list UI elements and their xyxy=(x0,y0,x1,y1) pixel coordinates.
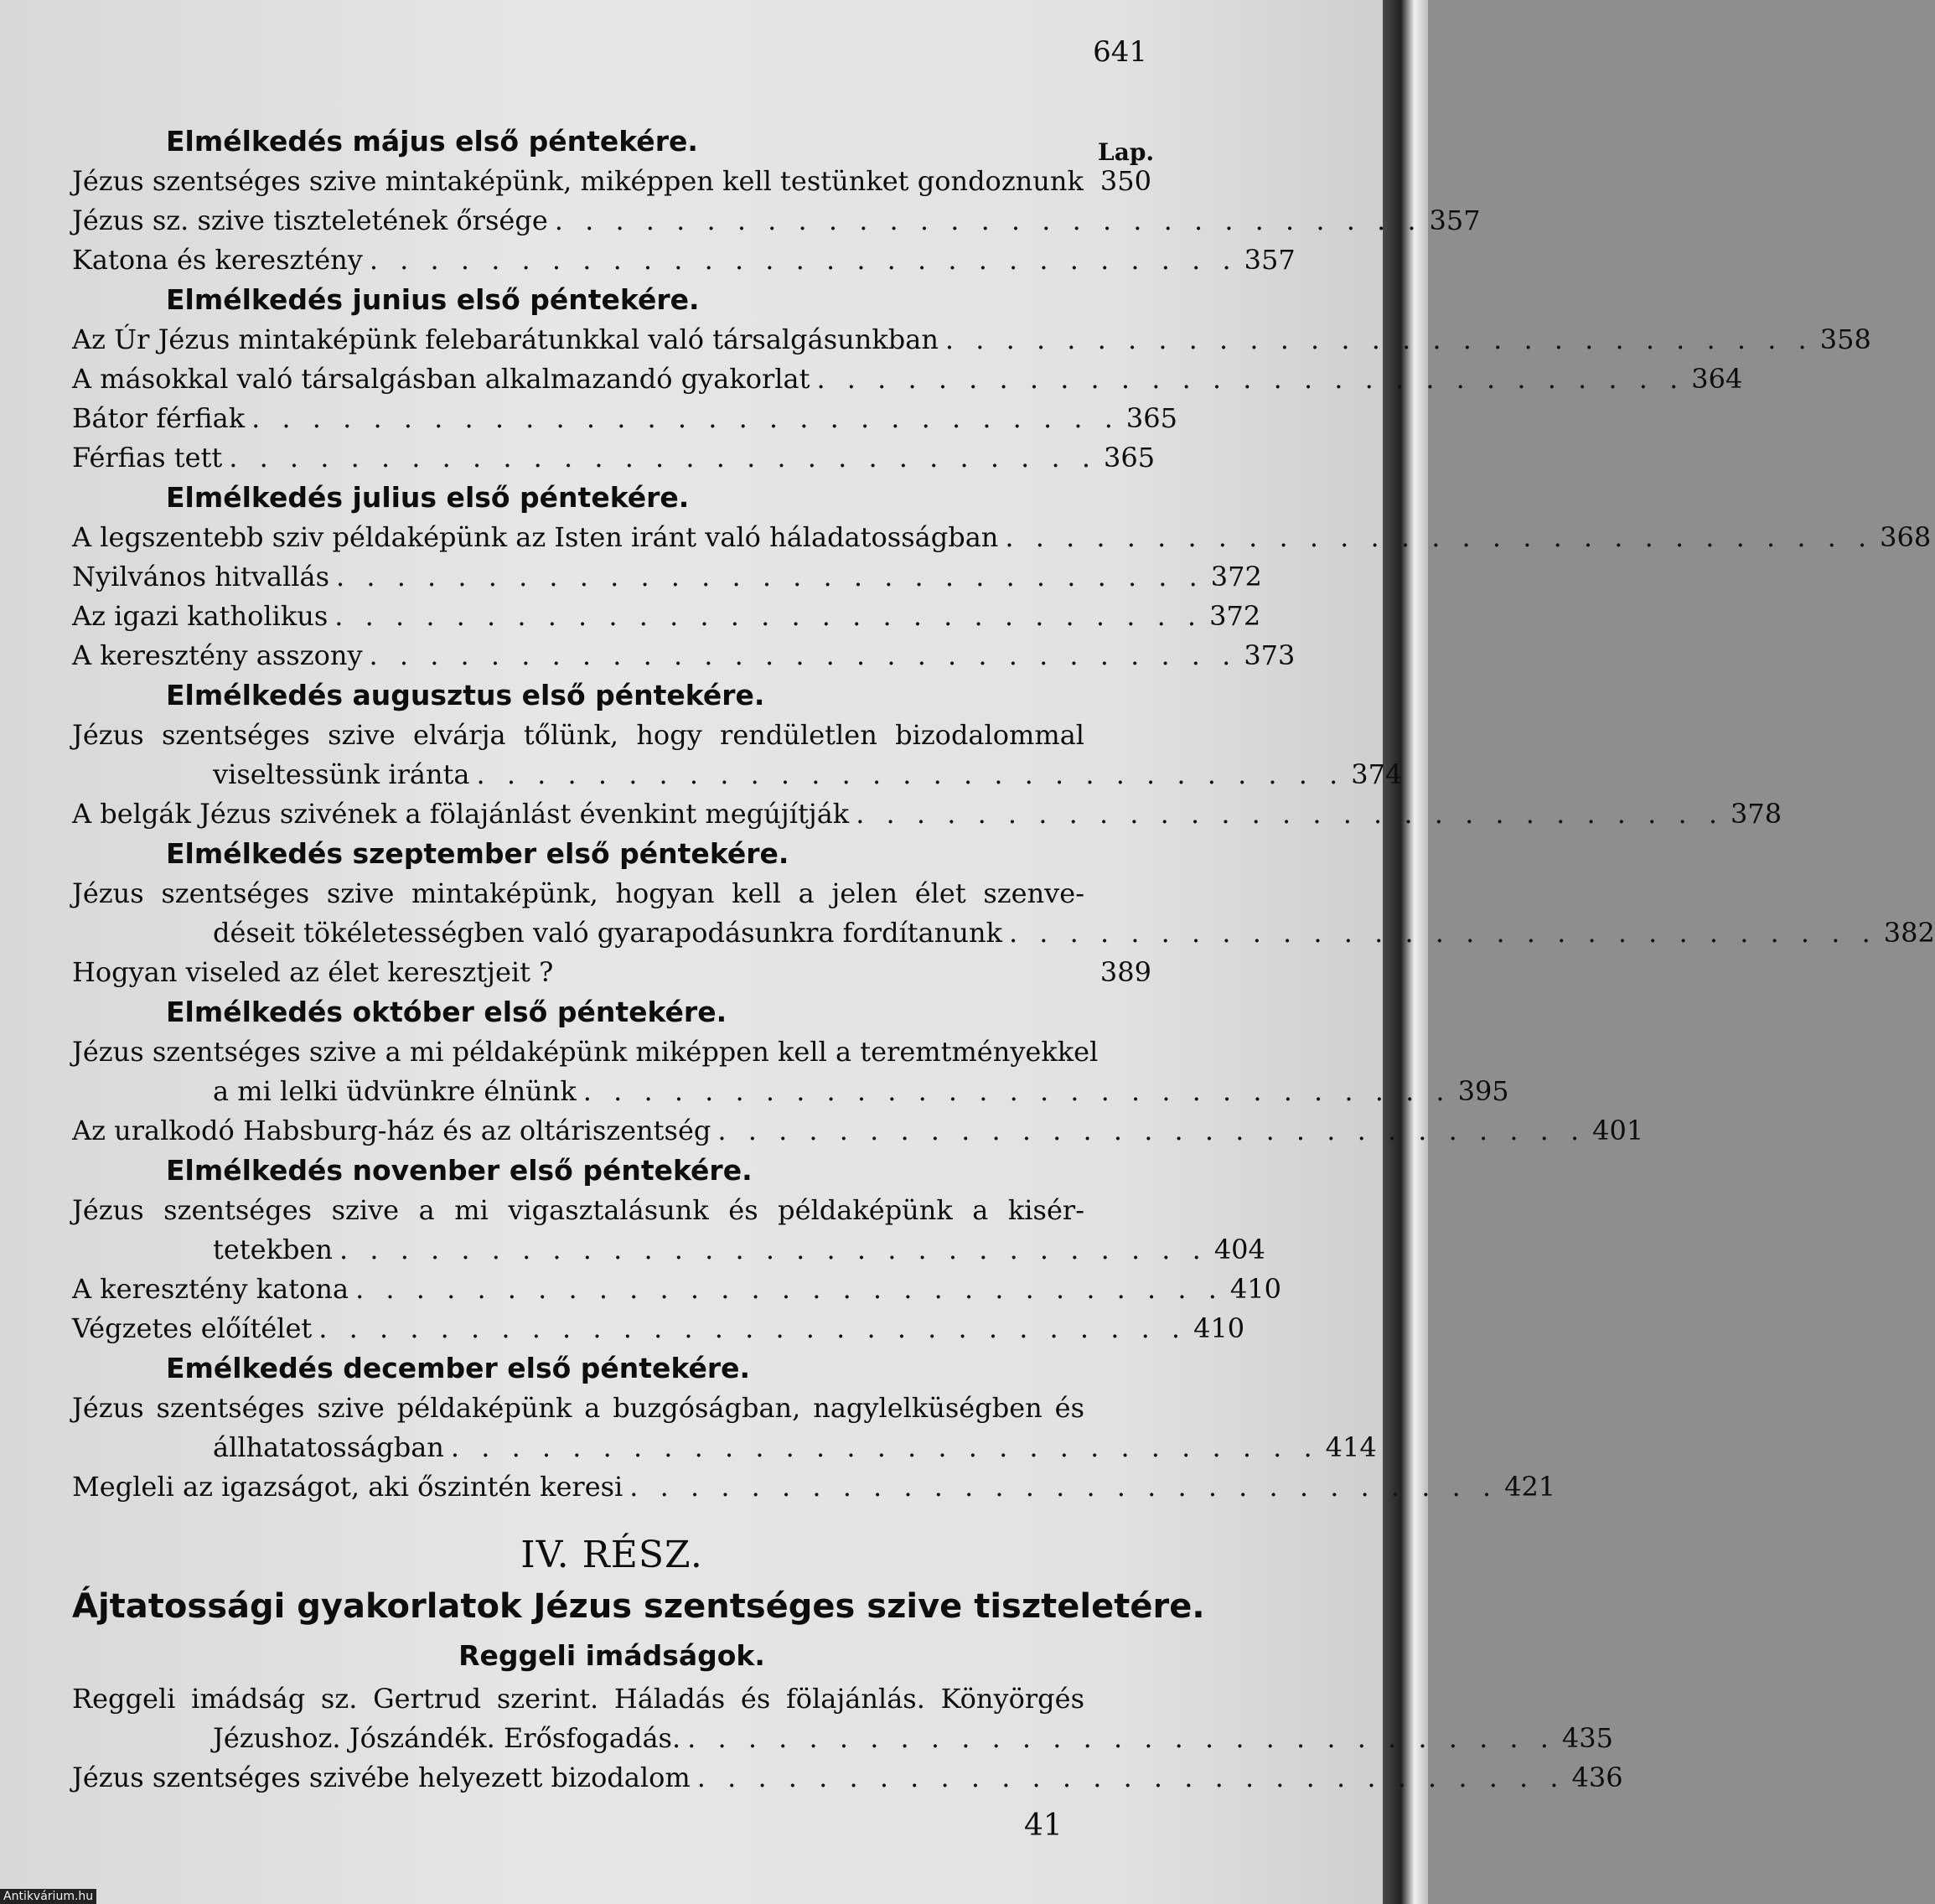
leader-dots: . . . . . . . . . . . . . . . . . . . . . . . . . . . . . xyxy=(251,402,1120,434)
section-heading: Elmélkedés szeptember első péntekére. xyxy=(166,837,789,870)
leader-dots: . . . . . . . . . . . . . . . . . . . . . . . . . . . . . xyxy=(717,1115,1586,1146)
toc-entry-title: tetekben xyxy=(213,1234,334,1265)
toc-entry-title: A keresztény katona xyxy=(72,1273,349,1305)
leader-dots: . . . . . . . . . . . . . . . . . . . . . . . . . . . . . xyxy=(369,244,1238,276)
toc-entry-title: viseltessünk iránta xyxy=(213,758,470,790)
toc-page-number: 421 xyxy=(1504,1471,1556,1503)
toc-page-number: 368 xyxy=(1880,521,1932,553)
leader-dots: . . . . . . . . . . . . . . . . . . . . . . . . . . . . . xyxy=(696,1762,1565,1793)
toc-entry xyxy=(72,1032,1151,1072)
leader-dots: . . . . . . . . . . . . . . . . . . . . . . . . . . . . . xyxy=(355,1273,1224,1305)
toc-entry-title: Az uralkodó Habsburg-ház és az oltáriszentség xyxy=(72,1115,711,1146)
toc-entry-title: Bátor férfiak xyxy=(72,402,246,434)
toc-entry-title: Férfias tett xyxy=(72,442,223,473)
toc-entry xyxy=(72,1191,1151,1230)
section-heading: Elmélkedés junius első péntekére. xyxy=(166,283,700,316)
section-heading: Elmélkedés október első péntekére. xyxy=(166,996,727,1028)
toc-page-number: 395 xyxy=(1457,1075,1509,1107)
toc-entry-title: Az Úr Jézus mintaképünk felebarátunkkal való társalgásunkban xyxy=(72,323,939,355)
toc-entry xyxy=(72,1270,1281,1309)
toc-entry xyxy=(72,438,1156,478)
toc-entry xyxy=(72,1230,1265,1270)
toc-entry-title: Jézushoz. Jószándék. Erősfogadás. xyxy=(213,1722,681,1754)
page-number: 641 xyxy=(1093,35,1147,69)
toc-entry-title: Jézus szentséges szive a mi vigasztalásunk és példaképünk a kisér- xyxy=(72,1194,1084,1226)
leader-dots: . . . . . . . . . . . . . . . . . . . . . . . . . . . . . xyxy=(944,323,1813,355)
toc-entry xyxy=(72,162,1151,201)
toc-entry-title: A keresztény asszony xyxy=(72,639,363,671)
part-subtitle: Ájtatossági gyakorlatok Jézus szentséges szive tiszteletére. xyxy=(72,1587,1205,1626)
toc-entry xyxy=(72,1719,1613,1758)
toc-page-number: 372 xyxy=(1209,600,1261,632)
toc-entry-title: Az igazi katholikus xyxy=(72,600,329,632)
toc-entry xyxy=(72,913,1935,953)
leader-dots: . . . . . . . . . . . . . . . . . . . . . . . . . . . . . xyxy=(369,639,1238,671)
toc-entry-title: Jézus sz. szive tiszteletének őrsége xyxy=(72,204,548,236)
toc-entry xyxy=(72,953,1151,992)
leader-dots: . . . . . . . . . . . . . . . . . . . . . . . . . . . . . xyxy=(336,561,1204,592)
toc-entry xyxy=(72,597,1261,636)
leader-dots: . . . . . . . . . . . . . . . . . . . . . . . . . . . . . xyxy=(339,1234,1208,1265)
leader-dots: . . . . . . . . . . . . . . . . . . . . . . . . . . . . . xyxy=(229,442,1098,473)
toc-page-number: 357 xyxy=(1244,244,1296,276)
table-of-contents xyxy=(72,122,1935,1798)
toc-entry-title: déseit tökéletességben való gyarapodásunkra fordítanunk xyxy=(213,917,1002,949)
section-heading: Elmélkedés novenber első péntekére. xyxy=(166,1154,753,1187)
toc-entry xyxy=(72,1111,1644,1151)
toc-entry xyxy=(72,201,1481,241)
toc-page-number: 373 xyxy=(1244,639,1296,671)
watermark: Antikvárium.hu xyxy=(0,1889,96,1904)
toc-page-number: 372 xyxy=(1210,561,1262,592)
toc-entry-title: Jézus szentséges szive a mi példaképünk miképpen kell a teremtményekkel xyxy=(72,1036,1099,1068)
toc-page-number: 389 xyxy=(1099,956,1151,988)
toc-page-number: 414 xyxy=(1325,1431,1377,1463)
toc-entry xyxy=(72,794,1782,834)
toc-entry xyxy=(72,1428,1377,1467)
toc-entry-title: Jézus szentséges szive mintaképünk, hogyan kell a jelen élet szenve- xyxy=(72,877,1084,909)
toc-entry-title: Végzetes előítélet xyxy=(72,1312,313,1344)
toc-page-number: 364 xyxy=(1691,363,1743,395)
toc-entry xyxy=(72,1309,1245,1348)
leader-dots: . . . . . . . . . . . . . . . . . . . . . . . . . . . . . xyxy=(856,798,1724,830)
section-heading: Reggeli imádságok. xyxy=(458,1639,765,1672)
toc-entry xyxy=(72,874,1151,913)
toc-entry xyxy=(72,241,1296,280)
toc-entry xyxy=(72,399,1177,438)
toc-entry xyxy=(72,1467,1556,1507)
leader-dots: . . . . . . . . . . . . . . . . . . . . . . . . . . . . . xyxy=(476,758,1345,790)
section-heading: Elmélkedés május első péntekére. xyxy=(166,125,698,158)
toc-entry-title: Nyilvános hitvallás xyxy=(72,561,329,592)
leader-dots: . . . . . . . . . . . . . . . . . . . . . . . . . . . . . xyxy=(816,363,1685,395)
toc-page-number: 410 xyxy=(1229,1273,1281,1305)
section-heading: Elmélkedés julius első péntekére. xyxy=(166,481,690,514)
toc-entry xyxy=(72,1679,1151,1719)
toc-entry-title: Jézus szentséges szive mintaképünk, miképpen kell testünket gondoznunk xyxy=(72,165,1084,197)
toc-entry-title: Reggeli imádság sz. Gertrud szerint. Háladás és fölajánlás. Könyörgés xyxy=(72,1683,1084,1715)
leader-dots: . . . . . . . . . . . . . . . . . . . . . . . . . . . . . xyxy=(1005,521,1874,553)
toc-entry-title: A legszentebb sziv példaképünk az Isten iránt való háladatosságban xyxy=(72,521,999,553)
toc-entry xyxy=(72,360,1743,399)
toc-entry xyxy=(72,1072,1509,1111)
toc-page-number: 435 xyxy=(1561,1722,1613,1754)
section-heading: Elmélkedés augusztus első péntekére. xyxy=(166,679,765,711)
toc-page-number: 350 xyxy=(1099,165,1151,197)
toc-entry xyxy=(72,1389,1151,1428)
lap-column-label: Lap. xyxy=(1098,138,1155,166)
leader-dots: . . . . . . . . . . . . . . . . . . . . . . . . . . . . . xyxy=(554,204,1423,236)
toc-entry-title: Megleli az igazságot, aki őszintén keresi xyxy=(72,1471,623,1503)
signature-number: 41 xyxy=(1024,1808,1063,1843)
toc-entry-title: A belgák Jézus szivének a fölajánlást évenkint megújítják xyxy=(72,798,850,830)
part-title: IV. RÉSZ. xyxy=(520,1534,703,1576)
toc-entry xyxy=(72,518,1932,557)
toc-entry-title: Jézus szentséges szive elvárja tőlünk, hogy rendületlen bizodalommal xyxy=(72,719,1084,751)
leader-dots: . . . . . . . . . . . . . . . . . . . . . . . . . . . . . xyxy=(450,1431,1319,1463)
toc-entry-title: Hogyan viseled az élet keresztjeit ? xyxy=(72,956,554,988)
toc-entry-title: Katona és keresztény xyxy=(72,244,363,276)
leader-dots: . . . . . . . . . . . . . . . . . . . . . . . . . . . . . xyxy=(1008,917,1877,949)
toc-entry xyxy=(72,1758,1623,1798)
toc-page-number: 410 xyxy=(1193,1312,1245,1344)
toc-entry xyxy=(72,636,1296,675)
leader-dots: . . . . . . . . . . . . . . . . . . . . . . . . . . . . . xyxy=(629,1471,1498,1503)
toc-page-number: 436 xyxy=(1571,1762,1623,1793)
leader-dots: . . . . . . . . . . . . . . . . . . . . . . . . . . . . . xyxy=(582,1075,1451,1107)
toc-entry-title: Jézus szentséges szive példaképünk a buzgóságban, nagylelküségben és xyxy=(72,1392,1084,1424)
toc-page-number: 357 xyxy=(1429,204,1481,236)
toc-entry xyxy=(72,716,1151,755)
toc-entry xyxy=(72,557,1262,597)
leader-dots: . . . . . . . . . . . . . . . . . . . . . . . . . . . . . xyxy=(687,1722,1555,1754)
toc-page-number: 378 xyxy=(1730,798,1782,830)
toc-page-number: 365 xyxy=(1104,442,1156,473)
toc-entry-title: a mi lelki üdvünkre élnünk xyxy=(213,1075,577,1107)
leader-dots: . . . . . . . . . . . . . . . . . . . . . . . . . . . . . xyxy=(334,600,1203,632)
toc-page-number: 358 xyxy=(1819,323,1871,355)
toc-entry-title: állhatatosságban xyxy=(213,1431,444,1463)
toc-page-number: 365 xyxy=(1125,402,1177,434)
section-heading: Emélkedés december első péntekére. xyxy=(166,1352,751,1384)
toc-page-number: 382 xyxy=(1883,917,1935,949)
toc-page-number: 401 xyxy=(1592,1115,1644,1146)
leader-dots: . . . . . . . . . . . . . . . . . . . . . . . . . . . . . xyxy=(318,1312,1187,1344)
toc-entry-title: Jézus szentséges szivébe helyezett bizodalom xyxy=(72,1762,691,1793)
toc-page-number: 404 xyxy=(1213,1234,1265,1265)
toc-entry xyxy=(72,755,1403,794)
toc-entry-title: A másokkal való társalgásban alkalmazandó gyakorlat xyxy=(72,363,810,395)
toc-page-number: 374 xyxy=(1351,758,1403,790)
toc-entry xyxy=(72,320,1871,360)
